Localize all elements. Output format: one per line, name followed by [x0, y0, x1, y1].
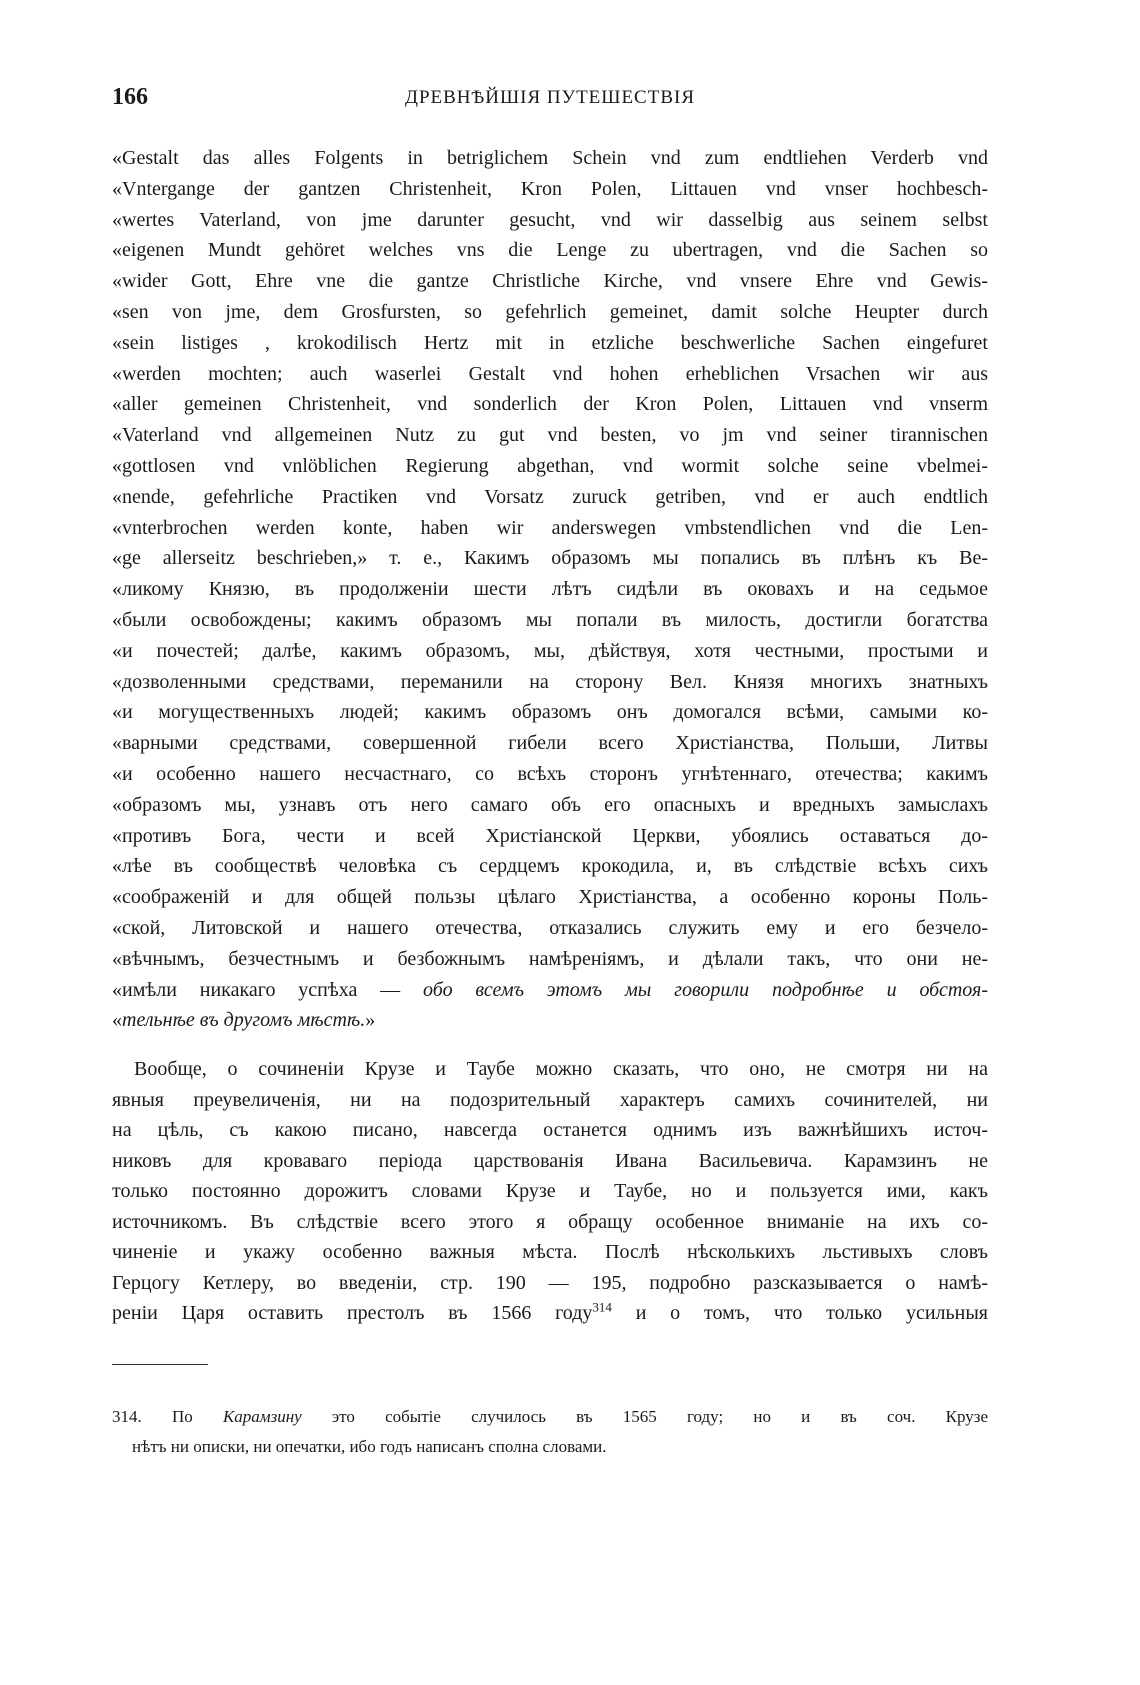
footnote-separator [112, 1364, 208, 1365]
line-text: «имѣли никакаго успѣха — [112, 978, 424, 1001]
quote-line [112, 605, 988, 636]
line-text: «werden mochten; auch waserlei Gestalt vnd hohen erheblichen Vrsachen wir aus [112, 362, 988, 385]
footnote-reference: 314 [592, 1299, 612, 1315]
footnote-number: 314. [112, 1407, 142, 1426]
line-text: «wertes Vaterland, von jme darunter gesucht, vnd wir dasselbig aus seinem selbst [112, 208, 988, 231]
paragraph-line: явныя преувеличенія, ни на подозрительный характеръ самихъ сочинителей, ни [112, 1088, 988, 1111]
paragraph-line: Герцогу Кетлеру, во введеніи, стр. 190 — 195, подробно разсказывается о намѣ- [112, 1271, 988, 1294]
line-text: «лѣе въ сообществѣ человѣка съ сердцемъ крокодила, и, въ слѣдствіе всѣхъ сихъ [112, 855, 988, 878]
quote-line [112, 451, 988, 482]
quote-line [112, 174, 988, 205]
quote-line [112, 1005, 988, 1036]
paragraph-line: никовъ для кроваваго періода царствованія Ивана Васильевича. Карамзинъ не [112, 1149, 988, 1172]
quote-line [112, 913, 988, 944]
line-text: «были освобождены; какимъ образомъ мы попали въ милость, достигли богатства [112, 608, 988, 631]
quote-line [112, 821, 988, 852]
line-text: «aller gemeinen Christenheit, vnd sonderlich der Kron Polen, Littauen vnd vnserm [112, 393, 988, 416]
quote-line [112, 667, 988, 698]
page-header [112, 84, 988, 114]
footnote [112, 1402, 988, 1462]
footnote-text: По [171, 1407, 223, 1426]
quote-line [112, 420, 988, 451]
quote-line [112, 328, 988, 359]
line-text: «vnterbrochen werden konte, haben wir anderswegen vmbstendlichen vnd die Len- [112, 516, 988, 539]
italic-text: тельнѣе въ другомъ мѣстѣ. [122, 1009, 366, 1032]
paragraph-line: на цѣль, съ какою писано, навсегда останется однимъ изъ важнѣйшихъ источ- [112, 1119, 988, 1141]
quote-line [112, 975, 988, 1006]
line-text: «варными средствами, совершенной гибели всего Христіанства, Польши, Литвы [112, 732, 988, 755]
quote-line [112, 944, 988, 975]
quote-line [112, 851, 988, 882]
line-text: «соображеній и для общей пользы цѣлаго Христіанства, а особенно короны Поль- [112, 886, 988, 909]
line-text: «sein listiges , krokodilisch Hertz mit in etzliche beschwerliche Sachen eingefuret [112, 331, 988, 354]
line-text: «sen von jme, dem Grosfursten, so gefehrlich gemeinet, damit solche Heupter durch [112, 300, 988, 323]
line-text: «ской, Литовской и нашего отечества, отказались служить ему и его безчело- [112, 916, 988, 939]
line-text: «противъ Бога, чести и всей Христіанской Церкви, убоялись оставаться до- [112, 824, 988, 847]
quote-line [112, 759, 988, 790]
quote-line [112, 543, 988, 574]
paragraph-line: Вообще, о сочиненіи Крузе и Таубе можно сказать, что оно, не смотря ни на [134, 1058, 988, 1080]
footnote-italic: Карамзину [222, 1407, 302, 1426]
line-text: «и особенно нашего несчастнаго, со всѣхъ сторонъ угнѣтеннаго, отечества; какимъ [112, 762, 988, 785]
footnote-text: это событіе случилось въ 1565 году; но и въ соч. Крузе [301, 1407, 989, 1426]
line-text: «и могущественныхъ людей; какимъ образомъ онъ домогался всѣми, самыми ко- [112, 701, 988, 724]
quote-line [112, 790, 988, 821]
line-text: «вѣчнымъ, безчестнымъ и безбожнымъ намѣреніямъ, и дѣлали такъ, что они не- [112, 947, 988, 970]
line-text: «образомъ мы, узнавъ отъ него самаго объ его опасныхъ и вредныхъ замыслахъ [112, 793, 988, 816]
quote-line [112, 728, 988, 759]
quote-line [112, 359, 988, 390]
running-title: ДРЕВНѢЙШІЯ ПУТЕШЕСТВІЯ [404, 87, 696, 108]
line-text: « [112, 1009, 122, 1032]
line-text: «gottlosen vnd vnlöblichen Regierung abgethan, vnd wormit solche seine vbelmei- [112, 454, 988, 477]
paragraph-line: чиненіе и укажу особенно важныя мѣста. Послѣ нѣсколькихъ льстивыхъ словъ [112, 1241, 988, 1263]
line-text: «nende, gefehrliche Practiken vnd Vorsatz zuruck getriben, vnd er auch endtlich [112, 485, 988, 508]
body-paragraph [112, 1054, 988, 1329]
footnote-line [112, 1402, 988, 1432]
italic-text: обо всемъ этомъ мы говорили подробнѣе и обстоя- [423, 978, 988, 1001]
quote-line [112, 389, 988, 420]
line-text: «ge allerseitz beschrieben,» т. е., Какимъ образомъ мы попались въ плѣнъ къ Ве- [112, 547, 988, 570]
quote-line [112, 205, 988, 236]
quote-line [112, 266, 988, 297]
paragraph-line: источникомъ. Въ слѣдствіе всего этого я обращу особенное вниманіе на ихъ со- [112, 1210, 988, 1233]
line-text: «дозволенными средствами, переманили на сторону Вел. Князя многихъ знатныхъ [112, 670, 988, 693]
line-text: реніи Царя оставить престолъ въ 1566 году [112, 1302, 593, 1324]
quote-line [112, 297, 988, 328]
line-text: «и почестей; далѣе, какимъ образомъ, мы, дѣйствуя, хотя честными, простыми и [112, 639, 988, 662]
quotation-block [112, 143, 988, 1036]
quote-line [112, 235, 988, 266]
quote-line [112, 697, 988, 728]
line-text: «wider Gott, Ehre vne die gantze Christliche Kirche, vnd vnsere Ehre vnd Gewis- [112, 270, 988, 293]
line-text: и о томъ, что только усильныя [611, 1302, 988, 1324]
line-text: » [365, 1009, 376, 1032]
line-text: «eigenen Mundt gehöret welches vns die Lenge zu ubertragen, vnd die Sachen so [112, 239, 988, 262]
line-text: «ликому Князю, въ продолженіи шести лѣтъ сидѣли въ оковахъ и на седьмое [112, 578, 988, 601]
quote-line [112, 143, 988, 174]
line-text: «Gestalt das alles Folgents in betriglichem Schein vnd zum endtliehen Verderb vnd [112, 147, 988, 169]
quote-line [112, 482, 988, 513]
quote-line [112, 513, 988, 544]
paragraph-line [112, 1298, 988, 1329]
footnote-line: нѣтъ ни описки, ни опечатки, ибо годъ написанъ сполна словами. [132, 1437, 607, 1456]
line-text: «Vaterland vnd allgemeinen Nutz zu gut vnd besten, vo jm vnd seiner tirannischen [112, 424, 988, 447]
paragraph-line: только постоянно дорожитъ словами Крузе и Таубе, но и пользуется ими, какъ [112, 1180, 988, 1202]
page-number: 166 [112, 84, 148, 110]
quote-line [112, 882, 988, 913]
line-text: «Vntergange der gantzen Christenheit, Kron Polen, Littauen vnd vnser hochbesch- [112, 177, 988, 200]
quote-line [112, 574, 988, 605]
quote-line [112, 636, 988, 667]
